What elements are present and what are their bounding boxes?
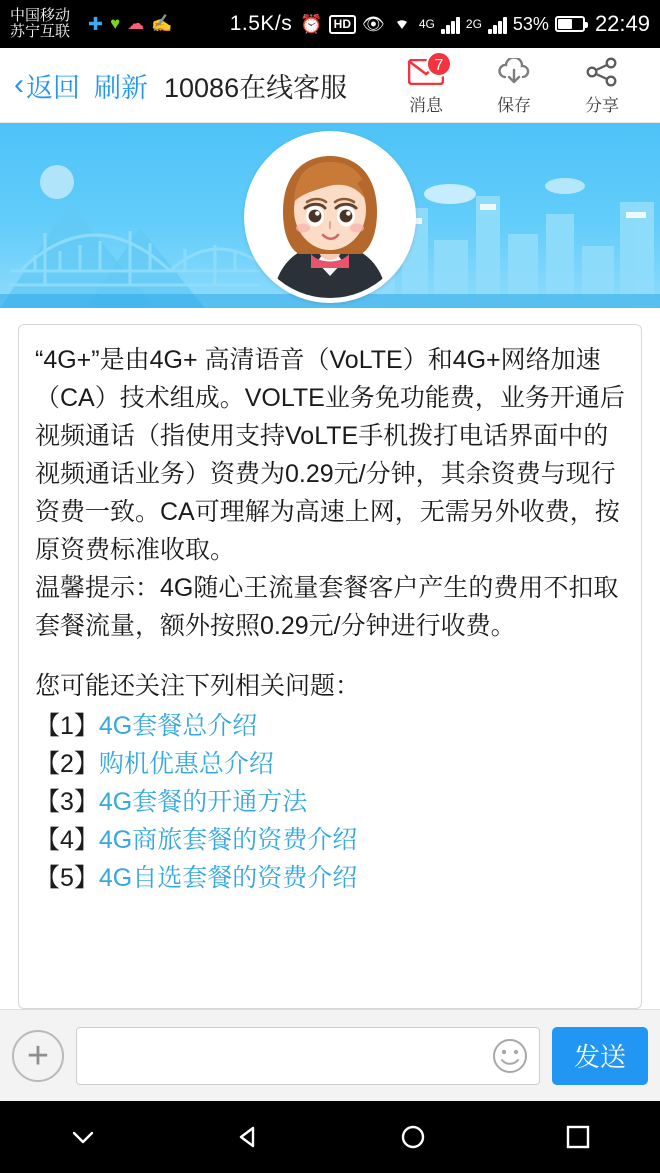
cloud-icon: ☁ <box>127 14 145 33</box>
related-link[interactable]: 购机优惠总介绍 <box>98 750 274 778</box>
chat-area <box>0 308 660 1009</box>
heart-icon: ♥ <box>110 14 121 33</box>
avatar <box>244 131 416 303</box>
battery-percent: 53% <box>512 13 549 34</box>
network-speed: 1.5K/s <box>229 12 293 35</box>
carrier-line-2: 苏宁互联 <box>10 23 71 40</box>
list-item[interactable] <box>35 821 625 859</box>
related-index: 【1】 <box>35 712 99 740</box>
sim2-network-label: 2G <box>465 17 482 31</box>
hand-icon: ✍ <box>151 14 173 33</box>
list-item[interactable] <box>35 783 625 821</box>
save-label: 保存 <box>497 95 531 115</box>
related-link[interactable]: 4G套餐总介绍 <box>98 712 258 740</box>
related-index: 【4】 <box>35 826 99 854</box>
sim2-signal-icon <box>488 14 507 34</box>
share-label: 分享 <box>585 95 619 115</box>
related-link[interactable]: 4G自选套餐的资费介绍 <box>98 864 358 892</box>
related-index: 【3】 <box>35 788 99 816</box>
message-bubble <box>18 324 642 1009</box>
input-bar <box>0 1009 660 1101</box>
cloud-download-icon <box>495 55 533 89</box>
message-input-wrapper[interactable] <box>76 1027 540 1085</box>
back-label: 返回 <box>26 72 80 103</box>
wifi-glyph <box>391 13 413 31</box>
status-clock: 22:49 <box>594 11 650 36</box>
message-paragraph-1: “4G+”是由4G+ 高清语音（VoLTE）和4G+网络加速（CA）技术组成。VOLTE业务免功能费，业务开通后视频通话（指使用支持VoLTE手机拨打电话界面中的视频通话业务）资费为0.29元/分钟，其余资费与现行资费一致。CA可理解为高速上网，无需另外收费，按原资费标准收取。 <box>35 346 625 564</box>
list-item[interactable] <box>35 745 625 783</box>
send-button[interactable]: 发送 <box>552 1027 648 1085</box>
message-spacer <box>35 645 625 667</box>
related-link[interactable]: 4G套餐的开通方法 <box>98 788 308 816</box>
related-title: 您可能还关注下列相关问题： <box>35 672 361 700</box>
carrier-label <box>10 8 82 40</box>
banner <box>0 123 660 308</box>
message-paragraph-2: 温馨提示：4G随心王流量套餐客户产生的费用不扣取套餐流量，额外按照0.29元/分钟进行收费。 <box>35 574 619 640</box>
related-index: 【5】 <box>35 864 99 892</box>
eye-icon: 👁 <box>362 13 385 34</box>
avatar-illustration <box>249 136 411 298</box>
share-icon <box>585 55 619 89</box>
system-nav-bar <box>0 1101 660 1173</box>
triangle-back-icon[interactable] <box>203 1101 293 1173</box>
sim1-signal-icon <box>441 14 460 34</box>
refresh-button[interactable]: 刷新 <box>94 72 148 103</box>
chevron-left-icon: ‹ <box>14 68 24 101</box>
list-item[interactable] <box>35 707 625 745</box>
message-button[interactable] <box>382 55 470 116</box>
message-label: 消息 <box>409 95 443 115</box>
status-bar <box>0 0 660 48</box>
save-button[interactable] <box>470 55 558 116</box>
wifi-icon <box>391 13 413 36</box>
page-title: 10086在线客服 <box>164 72 348 103</box>
message-badge: 7 <box>426 51 452 77</box>
sim1-network-label: 4G <box>418 17 435 31</box>
status-left-icons <box>88 14 172 35</box>
message-input[interactable] <box>91 1042 491 1070</box>
related-index: 【2】 <box>35 750 99 778</box>
plus-icon[interactable]: + <box>12 1030 64 1082</box>
smiley-icon[interactable] <box>491 1037 529 1075</box>
alarm-icon: ⏰ <box>300 13 323 34</box>
back-button[interactable] <box>14 66 80 105</box>
app-bar <box>0 48 660 123</box>
bluetooth-icon: ✚ <box>88 13 104 34</box>
chevron-down-icon[interactable] <box>38 1101 128 1173</box>
carrier-line-1: 中国移动 <box>10 7 71 25</box>
square-recents-icon[interactable] <box>533 1101 623 1173</box>
related-link[interactable]: 4G商旅套餐的资费介绍 <box>98 826 358 854</box>
battery-icon <box>555 16 585 32</box>
related-question-list <box>35 707 625 897</box>
bridge-illustration <box>10 193 260 308</box>
list-item[interactable] <box>35 859 625 897</box>
hd-badge: HD <box>329 15 356 34</box>
status-right-icons <box>300 11 650 37</box>
circle-home-icon[interactable] <box>368 1101 458 1173</box>
share-button[interactable] <box>558 55 646 116</box>
